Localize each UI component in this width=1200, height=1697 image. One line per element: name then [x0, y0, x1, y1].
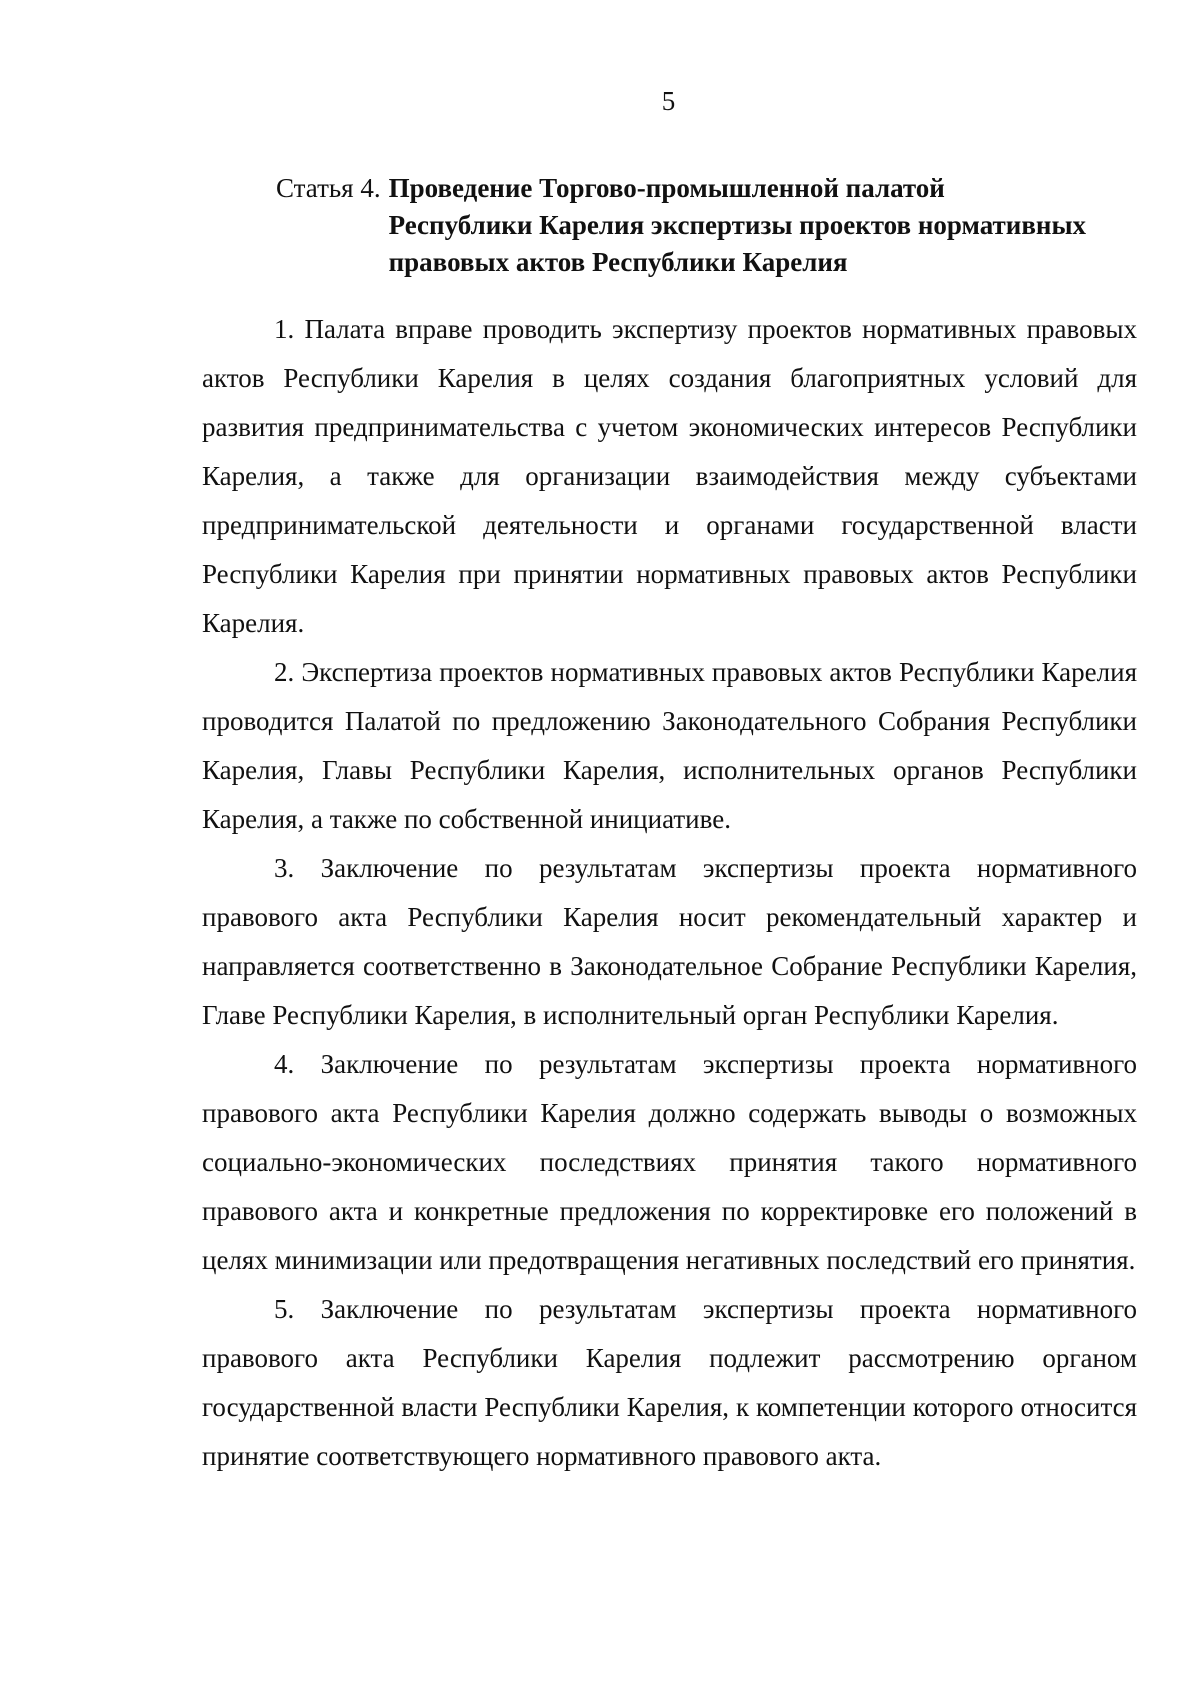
article-label: Статья 4. [276, 173, 381, 203]
article-title [389, 170, 1086, 281]
article-body [202, 305, 1137, 1481]
article-title-line: Республики Карелия экспертизы проектов нормативных [388, 210, 1087, 240]
article-heading [276, 170, 1156, 281]
article-title-line: Проведение Торгово-промышленной палатой [388, 173, 945, 203]
paragraph-5: 5. Заключение по результатам экспертизы проекта нормативного правового акта Республики Карелия подлежит рассмотрению органом государственной власти Республики Карелия, к компетенции которого относится принятие соответствующего нормативного правового акта. [202, 1294, 1137, 1471]
paragraph-1: 1. Палата вправе проводить экспертизу проектов нормативных правовых актов Республики Карелия в целях создания благоприятных условий для развития предпринимательства с учетом экономических интересов Республики Карелия, а также для организации взаимодействия между субъектами предпринимательской деятельности и органами государственной власти Республики Карелия при принятии нормативных правовых актов Республики Карелия. [202, 314, 1137, 638]
paragraph-2: 2. Экспертиза проектов нормативных правовых актов Республики Карелия проводится Палатой по предложению Законодательного Собрания Республики Карелия, Главы Республики Карелия, исполнительных органов Республики Карелия, а также по собственной инициативе. [202, 657, 1137, 834]
paragraph-3: 3. Заключение по результатам экспертизы проекта нормативного правового акта Республики Карелия носит рекомендательный характер и направляется соответственно в Законодательное Собрание Республики Карелия, Главе Республики Карелия, в исполнительный орган Республики Карелия. [202, 853, 1137, 1030]
article-title-line: правовых актов Республики Карелия [388, 247, 848, 277]
page-number: 5 [661, 86, 676, 116]
paragraph-4: 4. Заключение по результатам экспертизы проекта нормативного правового акта Республики Карелия должно содержать выводы о возможных социально-экономических последствиях принятия такого нормативного правового акта и конкретные предложения по корректировке его положений в целях минимизации или предотвращения негативных последствий его принятия. [202, 1049, 1137, 1275]
